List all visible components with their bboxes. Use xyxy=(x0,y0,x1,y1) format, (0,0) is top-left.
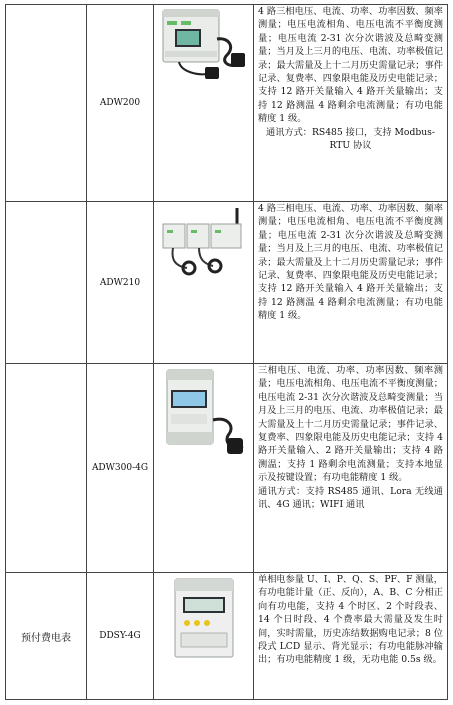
category-cell xyxy=(6,573,87,700)
description-cell xyxy=(254,364,448,573)
table-row xyxy=(6,364,448,573)
description-cell xyxy=(254,5,448,202)
model-cell xyxy=(87,5,154,202)
model-label: ADW300-4G xyxy=(91,463,149,473)
model-cell xyxy=(87,573,154,700)
description-text: 4 路三相电压、电流、功率、功率因数、频率测量；电压电流相角、电压电流不平衡度测量；电压电流 2-31 次分次谐波及总畸变测量；当月及上三月的电压、电流、功率极值记录；最大需量及上十二月历史需量记录；事件记录、复费率、四象限电能及历史电能记录；支持 12 路开关量输入 4 路开关量输出；支持 12 路测温 4 路剩余电流测量；有功电能精度 1 级。 xyxy=(258,203,443,322)
product-image-cell xyxy=(154,5,254,202)
table-row xyxy=(6,5,448,202)
description-cell xyxy=(254,573,448,700)
product-image-cell xyxy=(154,573,254,700)
description-text: 三相电压、电流、功率、功率因数、频率测量；电压电流相角、电压电流不平衡度测量；电压电流 2-31 次分次谐波及总畸变测量；当月及上三月的电压、电流、功率极值记录；最大需量及上十二月历史需量记录；事件记录、复费率、四象限电能及历史电能记录；支持 4 路开关量输入、2 路开关量输出；支持 4 路测温；支持 1 路剩余电流测量；支持本地显示及按键设置；有功电能精度 1 级。 xyxy=(258,365,443,484)
model-label: ADW200 xyxy=(99,98,141,108)
adw210-modules-with-antenna-photo-icon xyxy=(157,204,251,278)
model-label: ADW210 xyxy=(99,277,141,288)
model-label: DDSY-4G xyxy=(99,631,141,641)
communication-text: 通讯方式：支持 RS485 通讯、Lora 无线通讯、4G 通讯；WIFI 通讯 xyxy=(258,485,443,511)
product-image-cell xyxy=(154,202,254,364)
product-spec-table xyxy=(5,4,448,700)
ddsy-4g-meter-photo-icon xyxy=(157,575,251,663)
description-text: 4 路三相电压、电流、功率、功率因数、频率测量；电压电流相角、电压电流不平衡度测量；电压电流 2-31 次分次谐波及总畸变测量；当月及上三月的电压、电流、功率极值记录；最大需量及上十二月历史需量记录；事件记录、复费率、四象限电能及历史电能记录；支持 12 路开关量输入 4 路开关量输出；支持 12 路测温 4 路剩余电流测量；有功电能精度 1 级。 xyxy=(258,6,443,125)
description-cell xyxy=(254,202,448,364)
model-cell xyxy=(87,202,154,364)
category-cell xyxy=(6,202,87,364)
category-cell xyxy=(6,364,87,573)
product-image-cell xyxy=(154,364,254,573)
category-label: 预付费电表 xyxy=(21,632,71,644)
table-row xyxy=(6,573,448,700)
table-row xyxy=(6,202,448,364)
category-cell xyxy=(6,5,87,202)
model-cell xyxy=(87,364,154,573)
adw200-meter-with-ct-photo-icon xyxy=(157,7,251,81)
adw300-4g-meter-with-ct-photo-icon xyxy=(157,366,251,458)
description-text: 单相电参量 U、I、P、Q、S、PF、F 测量，有功电能计量（正、反向），A、B、C 分相正向有功电能，支持 4 个时区、2 个时段表、14 个日时段、4 个费率最大需量及发生时间，实时需量，历史冻结数据购电记录；8 位段式 LCD 显示、背光显示；有功电能脉冲输出；有功电能精度 1 级，无功电能 0.5s 级。 xyxy=(258,574,443,666)
communication-text: 通讯方式：RS485 接口，支持 Modbus-RTU 协议 xyxy=(266,126,435,152)
